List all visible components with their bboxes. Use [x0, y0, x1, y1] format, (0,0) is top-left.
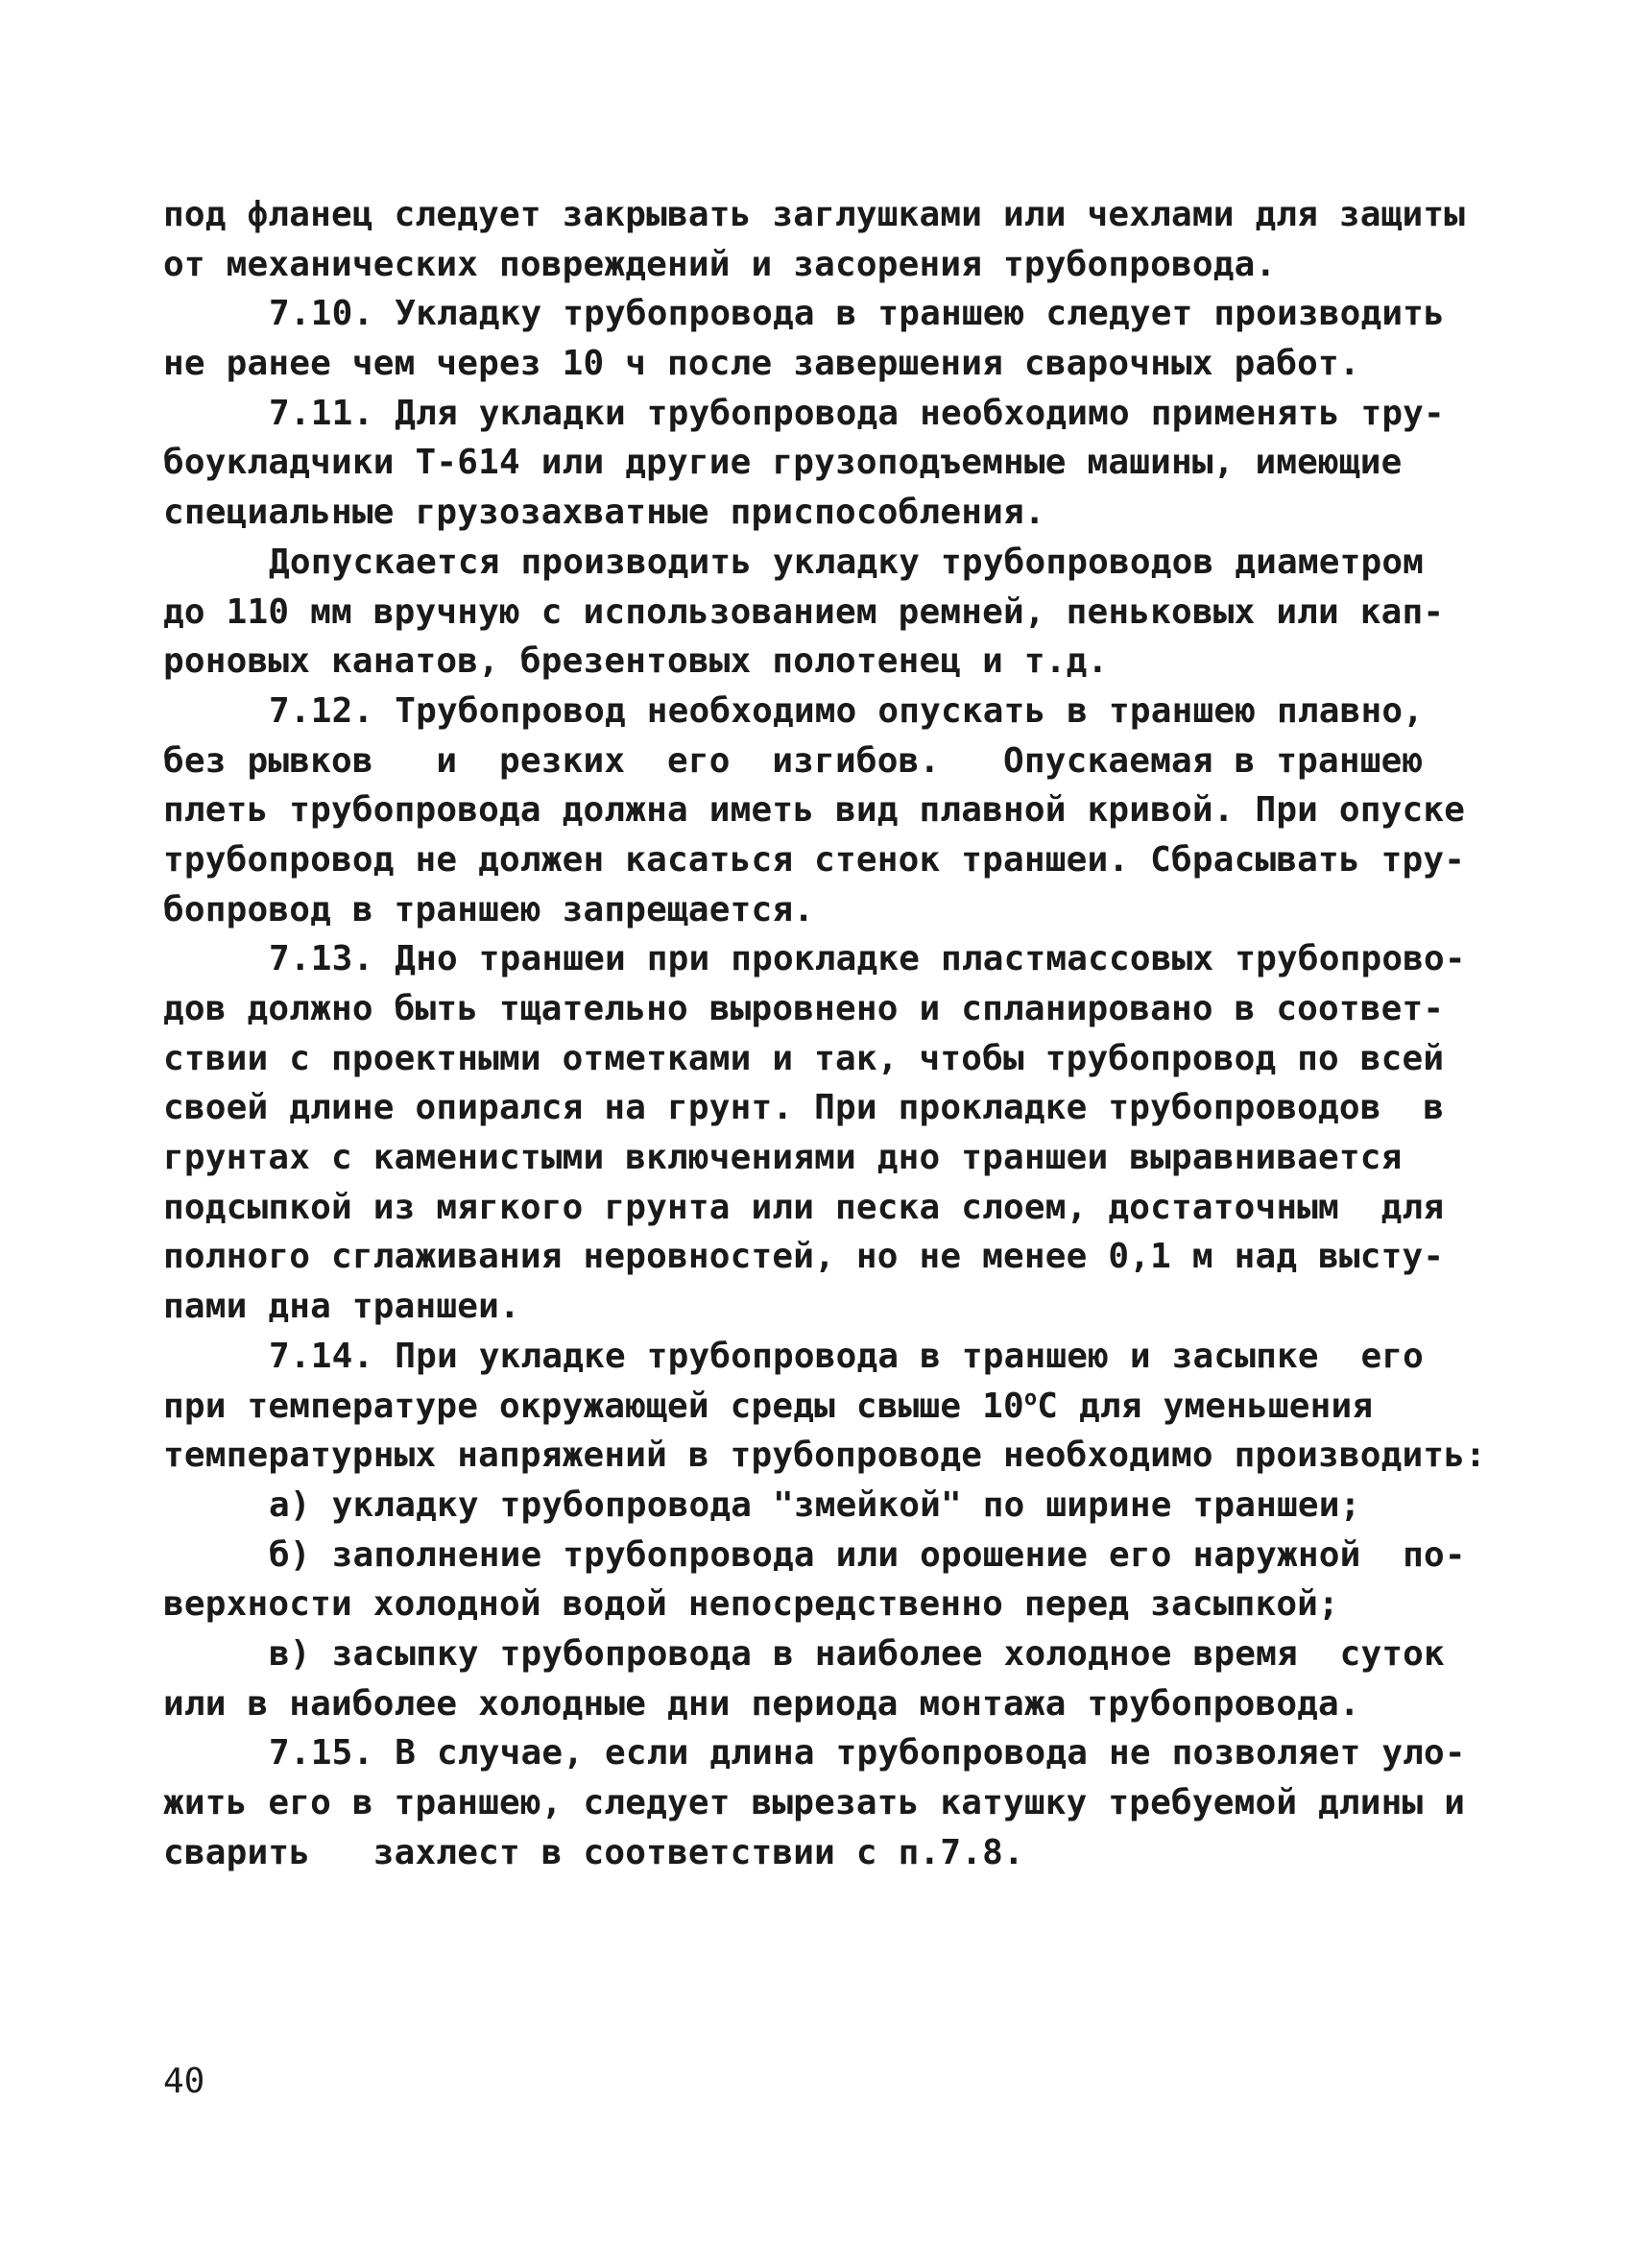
- paragraph-7-13-start: 7.13. Дно траншеи при прокладке пластмассовых трубопрово-: [269, 939, 1466, 979]
- text-line: температурных напряжений в трубопроводе необходимо производить:: [163, 1436, 1487, 1476]
- paragraph-7-10-start: 7.10. Укладку трубопровода в траншею следует производить: [269, 294, 1445, 334]
- text-line: сварить захлест в соответствии с п.7.8.: [163, 1832, 1024, 1872]
- paragraph-7-11-start: 7.11. Для укладки трубопровода необходимо применять тру-: [269, 393, 1445, 433]
- text-line: плеть трубопровода должна иметь вид плавной кривой. При опуске: [163, 790, 1466, 831]
- text-line: трубопровод не должен касаться стенок траншеи. Сбрасывать тру-: [163, 839, 1466, 880]
- paragraph-7-14-start: 7.14. При укладке трубопровода в траншею и засыпке его: [269, 1336, 1425, 1376]
- text-line: боукладчики Т-614 или другие грузоподъемные машины, имеющие: [163, 443, 1403, 483]
- text-line: не ранее чем через 10 ч после завершения сварочных работ.: [163, 344, 1360, 384]
- text-line: или в наиболее холодные дни периода монтажа трубопровода.: [163, 1683, 1360, 1724]
- paragraph-7-12-start: 7.12. Трубопровод необходимо опускать в траншею плавно,: [269, 690, 1425, 731]
- text-line: без рывков и резких его изгибов. Опускаемая в траншею: [163, 740, 1424, 781]
- text-line: роновых канатов, брезентовых полотенец и т.д.: [163, 641, 1109, 682]
- text-line: ствии с проектными отметками и так, чтобы трубопровод по всей: [163, 1038, 1445, 1078]
- text-line: под фланец следует закрывать заглушками или чехлами для защиты: [163, 195, 1466, 234]
- text-line: верхности холодной водой непосредственно перед засыпкой;: [163, 1584, 1339, 1625]
- list-item-b: б) заполнение трубопровода или орошение его наружной по-: [269, 1534, 1466, 1575]
- text-line: дов должно быть тщательно выровнено и спланировано в соответ-: [163, 989, 1445, 1028]
- degree-superscript: o: [1023, 1386, 1038, 1411]
- text-segment: С для уменьшения: [1037, 1386, 1374, 1426]
- paragraph-start: Допускается производить укладку трубопроводов диаметром: [269, 542, 1425, 582]
- list-item-a: а) укладку трубопровода "змейкой" по ширине траншеи;: [269, 1484, 1361, 1525]
- text-line: жить его в траншею, следует вырезать катушку требуемой длины и: [163, 1783, 1466, 1822]
- text-segment: при температуре окружающей среды свыше 10: [163, 1386, 1024, 1426]
- text-line: своей длине опирался на грунт. При прокладке трубопроводов в: [163, 1088, 1445, 1128]
- text-line: специальные грузозахватные приспособления.: [163, 493, 1045, 533]
- text-line: полного сглаживания неровностей, но не менее 0,1 м над высту-: [163, 1237, 1445, 1277]
- text-line: бопровод в траншею запрещается.: [163, 889, 815, 929]
- text-line: до 110 мм вручную с использованием ремней, пеньковых или кап-: [163, 591, 1445, 632]
- page-number: 40: [163, 2062, 205, 2101]
- text-line: пами дна траншеи.: [163, 1287, 520, 1327]
- text-line: от механических повреждений и засорения трубопровода.: [163, 244, 1277, 284]
- text-line: подсыпкой из мягкого грунта или песка слоем, достаточным для: [163, 1187, 1445, 1227]
- text-line: грунтах с каменистыми включениями дно траншеи выравнивается: [163, 1138, 1403, 1178]
- list-item-c: в) засыпку трубопровода в наиболее холодное время суток: [269, 1633, 1445, 1674]
- paragraph-7-15-start: 7.15. В случае, если длина трубопровода не позволяет уло-: [269, 1733, 1466, 1773]
- body-text: [163, 190, 1487, 1877]
- text-line-with-superscript: [163, 1382, 1469, 1432]
